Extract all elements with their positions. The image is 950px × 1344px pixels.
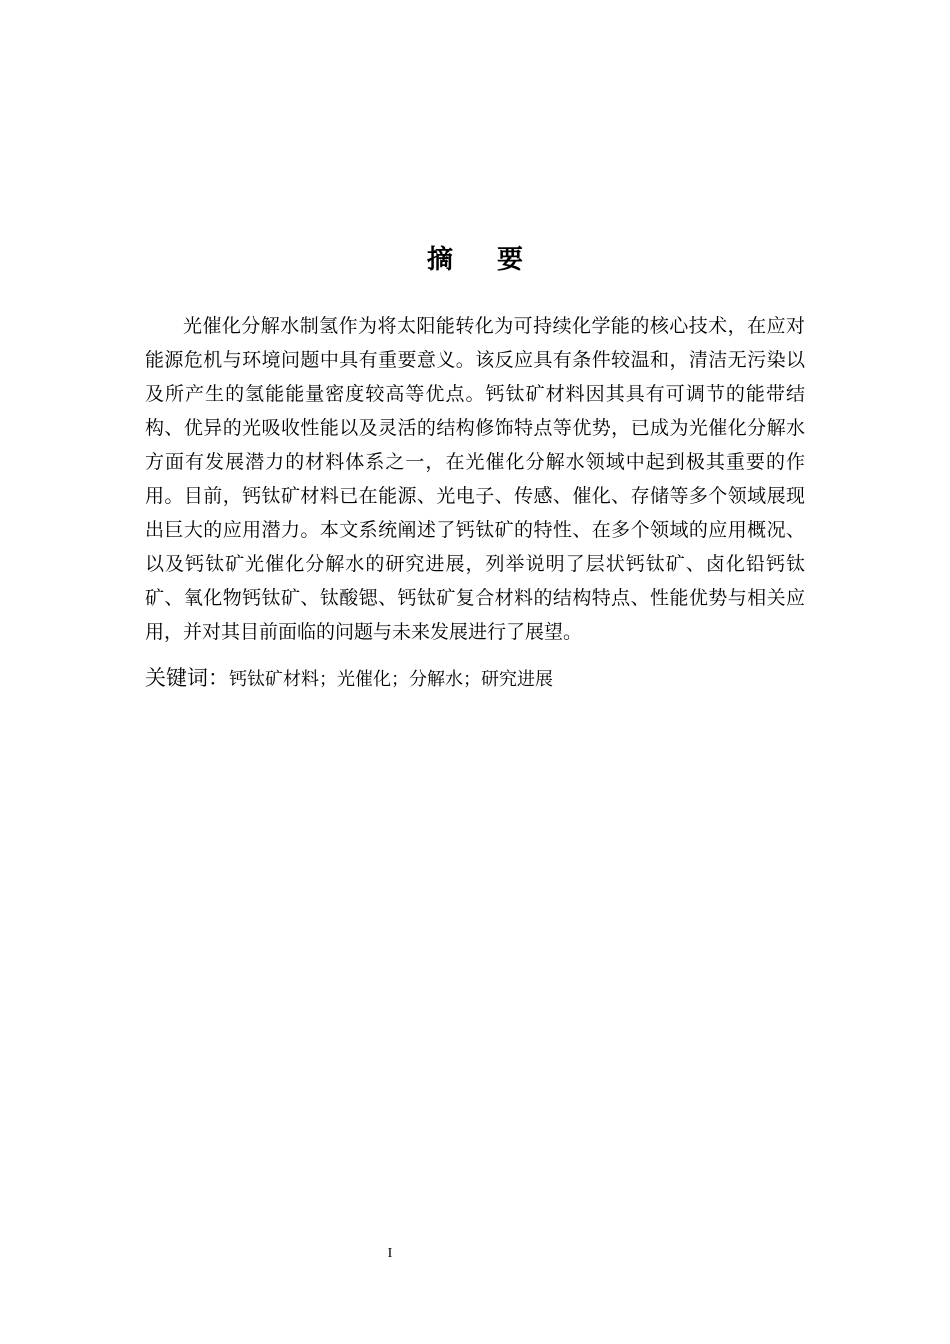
keywords-label: 关键词： xyxy=(145,666,229,690)
abstract-paragraph: 光催化分解水制氢作为将太阳能转化为可持续化学能的核心技术，在应对能源危机与环境问题中具有重要意义。该反应具有条件较温和，清洁无污染以及所产生的氢能能量密度较高等优点。钙钛矿材料因其具有可调节的能带结构、优异的光吸收性能以及灵活的结构修饰特点等优势，已成为光催化分解水方面有发展潜力的材料体系之一，在光催化分解水领域中起到极其重要的作用。目前，钙钛矿材料已在能源、光电子、传感、催化、存储等多个领域展现出巨大的应用潜力。本文系统阐述了钙钛矿的特性、在多个领域的应用概况、以及钙钛矿光催化分解水的研究进展，列举说明了层状钙钛矿、卤化铅钙钛矿、氧化物钙钛矿、钛酸锶、钙钛矿复合材料的结构特点、性能优势与相关应用，并对其目前面临的问题与未来发展进行了展望。 xyxy=(145,315,805,643)
keywords-text: 钙钛矿材料；光催化；分解水；研究进展 xyxy=(229,669,553,690)
keywords-line xyxy=(145,661,805,697)
page-title: 摘要 xyxy=(426,245,567,275)
page-number: I xyxy=(387,1246,393,1261)
